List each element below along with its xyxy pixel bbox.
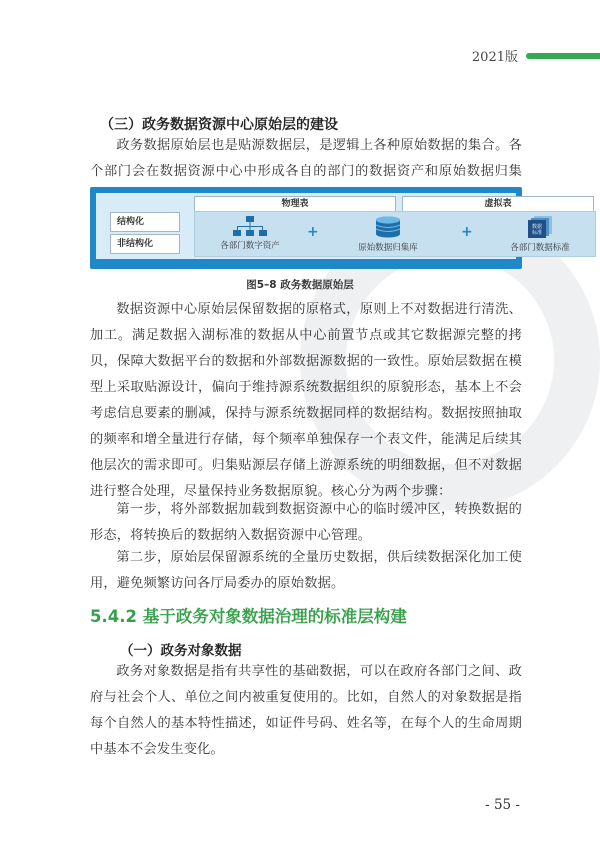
item-raw-data-library-label: 原始数据归集库 — [358, 243, 418, 253]
item-department-assets — [205, 212, 295, 251]
subsection-title: （一）政务对象数据 — [120, 643, 242, 659]
plus-sign-1: + — [307, 224, 319, 240]
paragraph-5: 政务对象数据是指有共享性的基础数据，可以在政府各部门之间、政府与社会个人、单位之间内被重复使用的。比如，自然人的对象数据是指每个自然人的基本特性描述，如证件号码、姓名等，在每个人的生命周期中基本不会发生变化。 — [90, 664, 522, 757]
item-raw-data-library — [343, 212, 433, 253]
doc-icon-text-2: 标准 — [531, 230, 543, 236]
column-virtual-table: 虚拟表 — [402, 196, 594, 212]
paragraph-1: 政务数据原始层也是贴源数据层，是逻辑上各种原始数据的集合。各个部门会在数据资源中心中形成各自的部门的数据资产和原始数据归集 — [90, 138, 522, 179]
paragraph-2: 数据资源中心原始层保留数据的原格式，原则上不对数据进行清洗、加工。满足数据入湖标准的数据从中心前置节点或其它数据源完整的拷贝，保障大数据平台的数据和外部数据源数据的一致性。原始层数据在模型上采取贴源设计，偏向于维持源系统数据组织的原貌形态，基本上不会考虑信息要素的删减，保持与源系统数据同样的数据结构。数据按照抽取的频率和增全量进行存储，每个频率单独保存一个表文件，能满足后续其他层次的需求即可。归集贴源层存储上游源系统的明细数据，但不对数据进行整合处理，尽量保持业务数据原貌。核心分为两个步骤： — [90, 302, 522, 499]
page-header — [400, 46, 600, 66]
diagram-background — [96, 193, 570, 259]
item-department-assets-label: 各部门数字资产 — [220, 241, 280, 251]
paragraph-4: 第二步，原始层保留源系统的全量历史数据，供后续数据深化加工使用，避免频繁访问各厅局委办的原始数据。 — [90, 550, 522, 591]
row-structured: 结构化 — [110, 212, 180, 232]
header-accent-bar — [526, 53, 600, 59]
heading-5-4-2: 5.4.2 基于政务对象数据治理的标准层构建 — [90, 607, 407, 626]
document-stack-icon — [525, 216, 555, 238]
doc-icon-text-1: 数据 — [531, 224, 543, 230]
figure-diagram — [90, 187, 570, 269]
section-title: （三）政务数据资源中心原始层的建设 — [100, 117, 338, 133]
paragraph-3: 第一步，将外部数据加载到数据资源中心的临时缓冲区，转换数据的形态，将转换后的数据纳入数据资源中心管理。 — [90, 502, 522, 543]
column-physical-table: 物理表 — [194, 196, 396, 212]
diagram-panel — [194, 211, 596, 257]
database-icon — [373, 216, 403, 238]
edition-year: 2021版 — [471, 50, 518, 65]
page-number: - 55 - — [485, 797, 520, 813]
item-department-standards — [495, 212, 585, 253]
plus-sign-2: + — [461, 224, 473, 240]
row-unstructured: 非结构化 — [110, 234, 180, 254]
figure-caption: 图5–8 政务数据原始层 — [246, 279, 354, 291]
org-chart-icon — [232, 216, 268, 236]
item-department-standards-label: 各部门数据标准 — [510, 243, 570, 253]
